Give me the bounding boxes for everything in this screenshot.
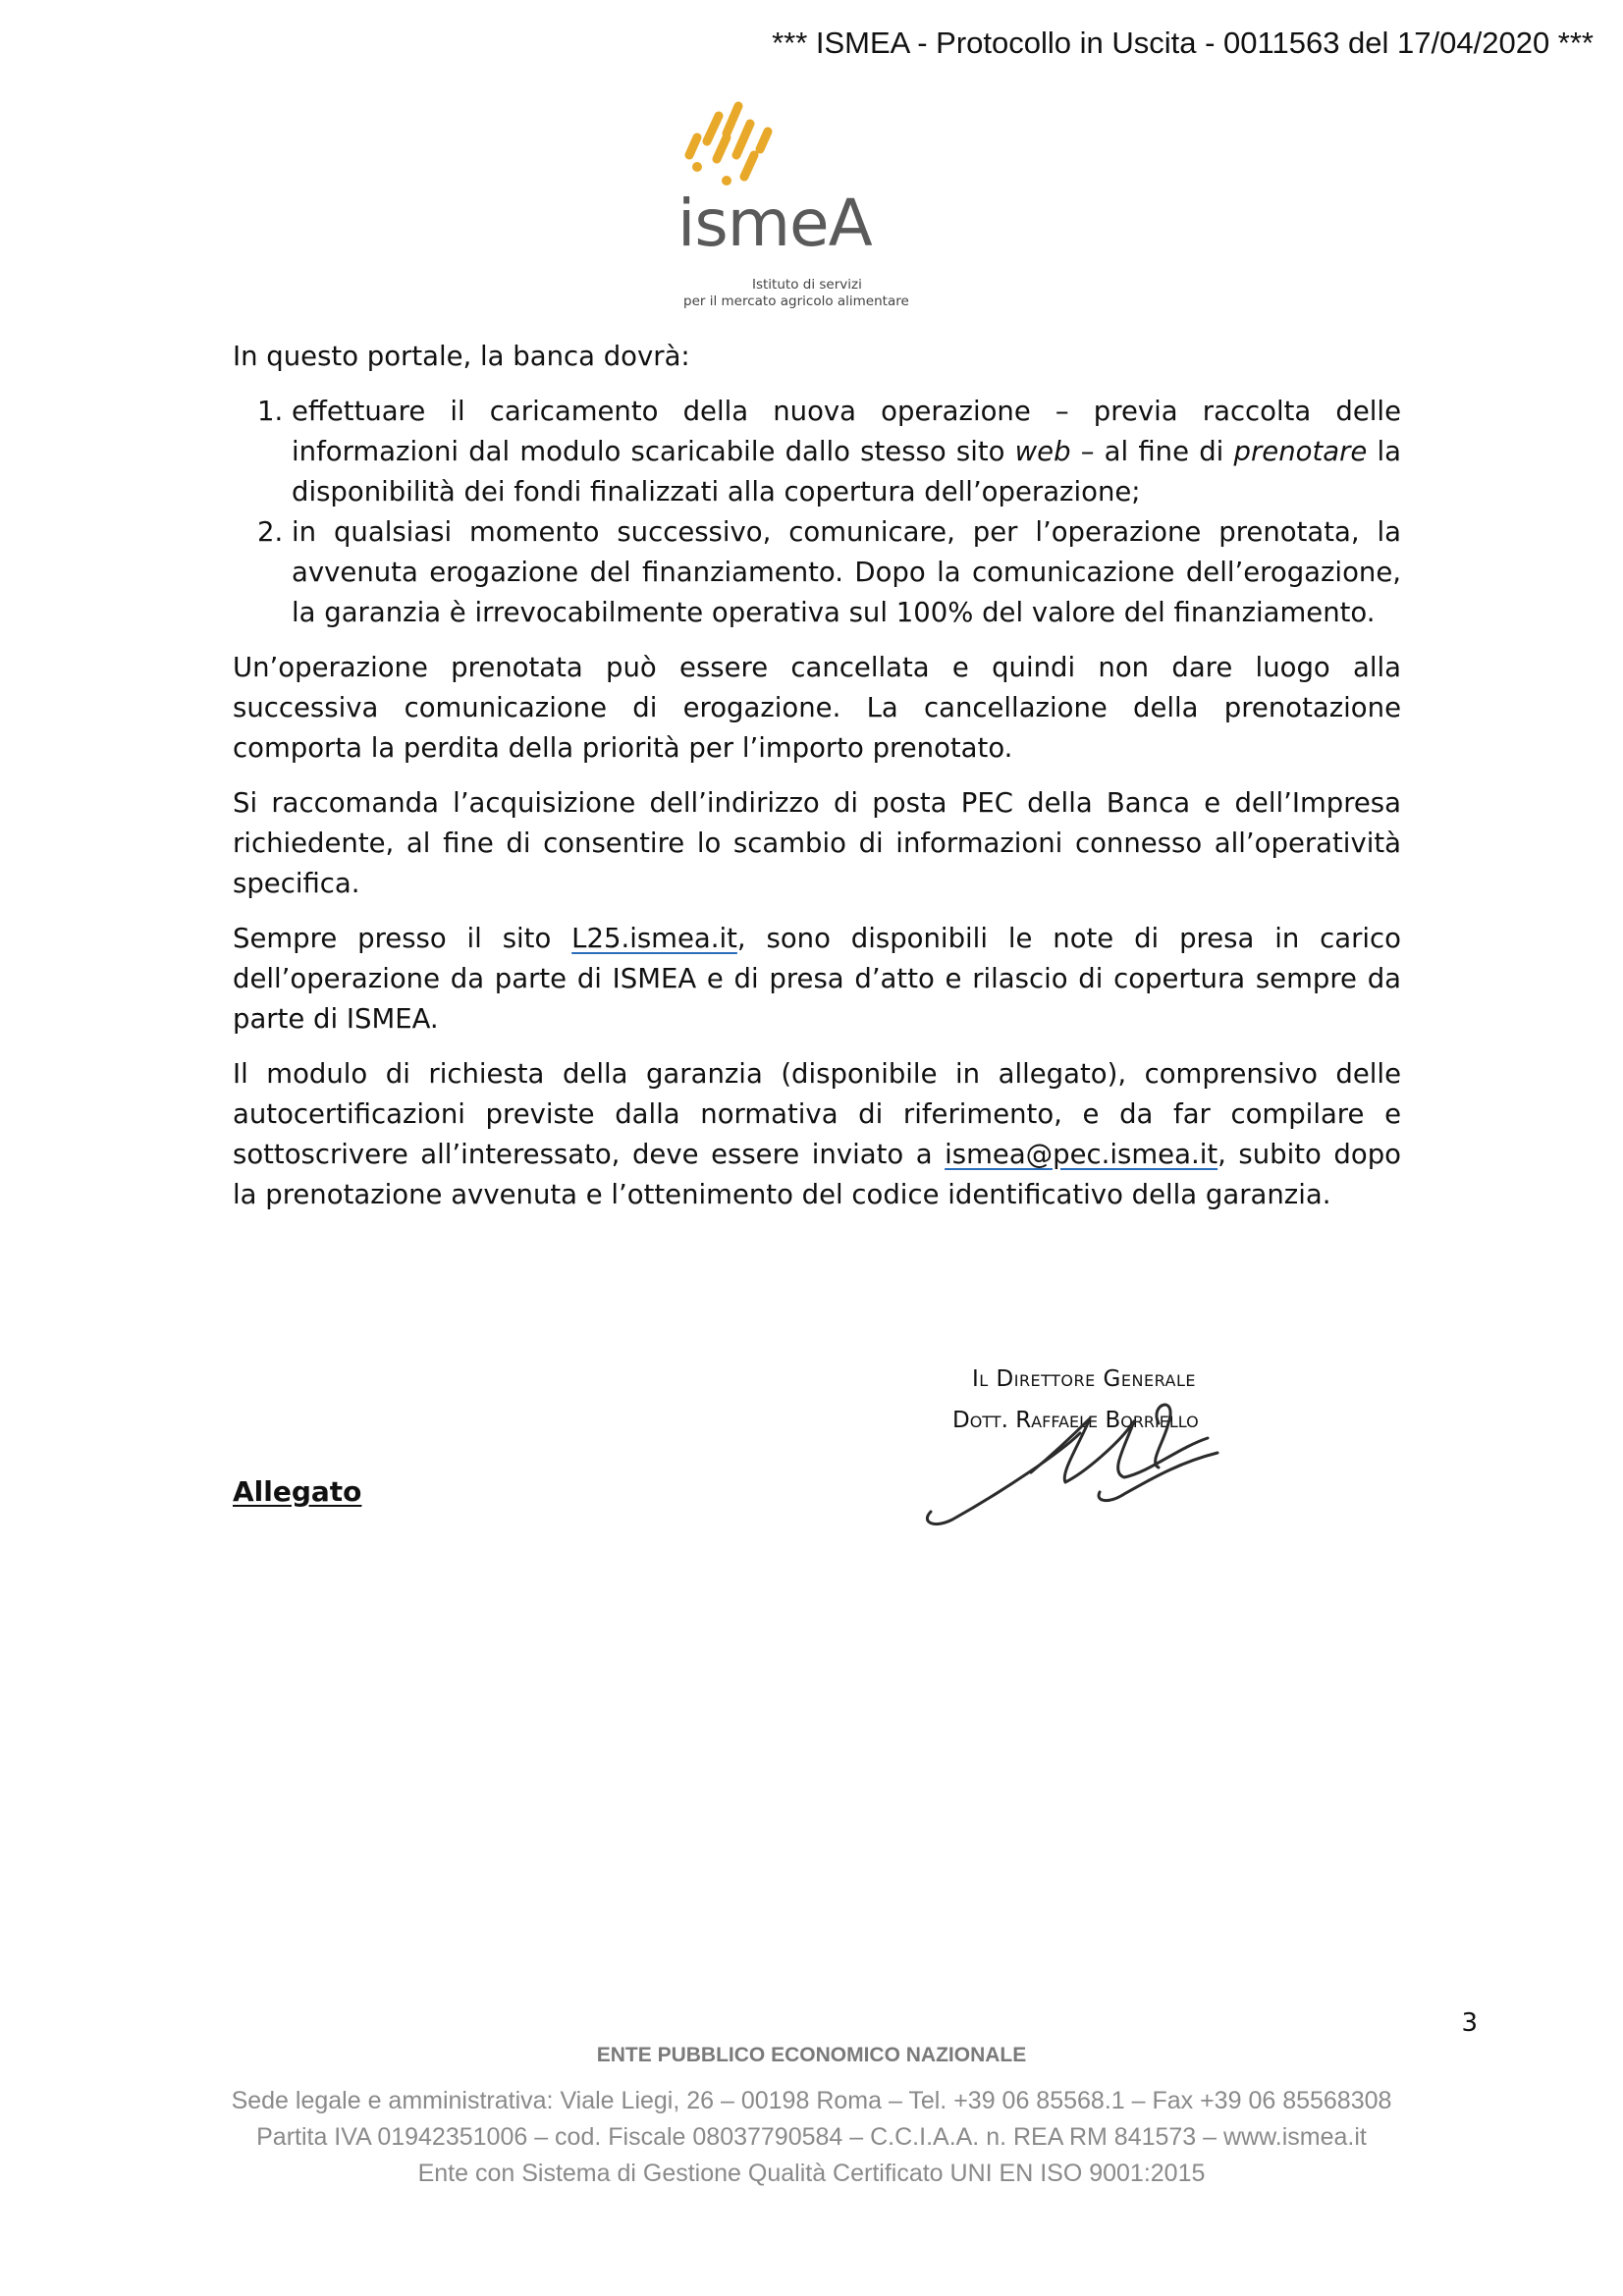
protocol-stamp: *** ISMEA - Protocollo in Uscita - 0011563 del 17/04/2020 *** <box>772 26 1594 60</box>
item1-part2: – al fine di <box>1070 436 1234 467</box>
item1-em-web: web <box>1014 436 1071 467</box>
module-paragraph <box>233 1054 1401 1215</box>
attachment-label: Allegato <box>233 1475 362 1508</box>
item1-em-prenotare: prenotare <box>1233 436 1368 467</box>
signer-name: Dott. Raffaele Borriello <box>952 1408 1199 1433</box>
module-before: Il modulo di richiesta della garanzia (disponibile in allegato), comprensivo delle autocertificazioni previste dalla normativa di riferimento, e da far compilare e sottoscrivere all’interessato, deve essere inviato a <box>233 1058 1401 1170</box>
signer-title: Il Direttore Generale <box>972 1366 1197 1392</box>
intro-paragraph: In questo portale, la banca dovrà: <box>233 341 690 372</box>
list-item <box>292 392 1401 512</box>
footer-fiscal: Partita IVA 01942351006 – cod. Fiscale 08037790584 – C.C.I.A.A. n. REA RM 841573 – www.ismea.it <box>256 2123 1367 2151</box>
cancellation-paragraph: Un’operazione prenotata può essere cancellata e quindi non dare luogo alla successiva comunicazione di erogazione. La cancellazione della prenotazione comporta la perdita della priorità per l’importo prenotato. <box>233 652 1401 764</box>
logo-caption <box>683 277 948 310</box>
pec-email-link[interactable]: ismea@pec.ismea.it <box>945 1139 1218 1170</box>
logo-wordmark: ismeA <box>677 186 872 261</box>
ismea-logo <box>677 98 952 309</box>
steps-list <box>233 392 1401 633</box>
footer-certification: Ente con Sistema di Gestione Qualità Certificato UNI EN ISO 9001:2015 <box>417 2160 1206 2187</box>
footer <box>0 2044 1623 2192</box>
logo-caption-line1: Istituto di servizi <box>752 277 862 293</box>
pec-paragraph: Si raccomanda l’acquisizione dell’indirizzo di posta PEC della Banca e dell’Impresa richiedente, al fine di consentire lo scambio di informazioni connesso all’operatività specifica. <box>233 787 1401 899</box>
site-before: Sempre presso il sito <box>233 923 572 954</box>
page-number: 3 <box>1461 2008 1478 2038</box>
logo-caption-line2: per il mercato agricolo alimentare <box>683 294 909 309</box>
footer-address: Sede legale e amministrativa: Viale Liegi, 26 – 00198 Roma – Tel. +39 06 85568.1 – Fax +39 06 85568308 <box>231 2087 1392 2114</box>
site-link[interactable]: L25.ismea.it <box>571 923 737 954</box>
letter-body <box>233 337 1401 1230</box>
list-item: 2. in qualsiasi momento successivo, comunicare, per l’operazione prenotata, la avvenuta erogazione del finanziamento. Dopo la comunicazione dell’erogazione, la garanzia è irrevocabilmente operativa sul 100% del valore del finanziamento. <box>292 512 1401 633</box>
handwritten-signature <box>913 1364 1286 1541</box>
ismea-logo-mark <box>677 98 952 280</box>
item1-part3: la disponibilità dei fondi finalizzati alla copertura dell’operazione; <box>292 436 1401 507</box>
site-after: , sono disponibili le note di presa in carico dell’operazione da parte di ISMEA e di presa d’atto e rilascio di copertura sempre da parte di ISMEA. <box>233 923 1401 1035</box>
item1-part1: effettuare il caricamento della nuova operazione – previa raccolta delle informazioni dal modulo scaricabile dallo stesso sito <box>292 396 1401 467</box>
site-paragraph <box>233 919 1401 1040</box>
footer-title: ENTE PUBBLICO ECONOMICO NAZIONALE <box>596 2044 1027 2066</box>
module-after: , subito dopo la prenotazione avvenuta e l’ottenimento del codice identificativo della garanzia. <box>233 1139 1401 1210</box>
